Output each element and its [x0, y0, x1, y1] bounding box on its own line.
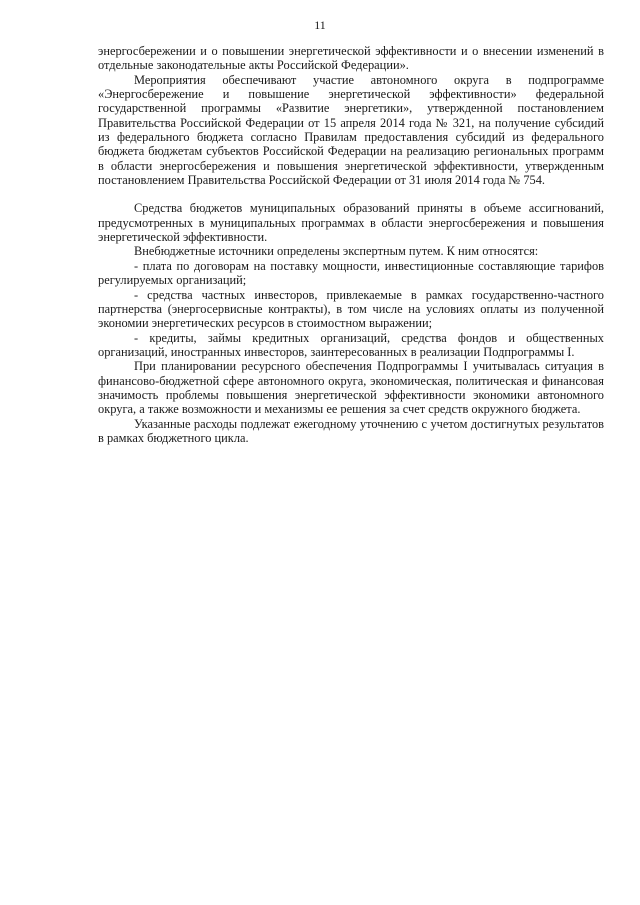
document-body	[98, 44, 604, 445]
page-number: 11	[314, 18, 326, 32]
paragraph-municipal-funds: Средства бюджетов муниципальных образований приняты в объеме ассигнований, предусмотренных в муниципальных программах в области энергосбережения и повышения энергетической эффективности.	[98, 201, 604, 245]
list-item-capacity-fees: - плата по договорам на поставку мощности, инвестиционные составляющие тарифов регулируемых организаций;	[98, 258, 604, 288]
list-item-loans: - кредиты, займы кредитных организаций, средства фондов и общественных организаций, иностранных инвесторов, заинтересованных в реализации Подпрограммы I.	[98, 330, 604, 359]
paragraph-continuation: энергосбережении и о повышении энергетической эффективности и о внесении изменений в отдельные законодательные акты Российской Федерации».	[98, 44, 604, 73]
paragraph-resource-planning: При планировании ресурсного обеспечения Подпрограммы I учитывалась ситуация в финансово-бюджетной сфере автономного округа, экономическая, политическая и финансовая значимость проблемы повышения энергетической эффективности экономики автономного округа, а также возможности и механизмы ее решения за счет средств окружного бюджета.	[98, 359, 604, 417]
paragraph-extrabudgetary-sources: Внебюджетные источники определены экспертным путем. К ним относятся:	[134, 244, 539, 259]
paragraph-activities: Мероприятия обеспечивают участие автономного округа в подпрограмме «Энергосбережение и повышение энергетической эффективности» федеральной государственной программы «Развитие энергетики», утвержденной постановлением Правительства Российской Федерации от 15 апреля 2014 года № 321, на получение субсидий из федерального бюджета согласно Правилам предоставления субсидий из федерального бюджета бюджетам субъектов Российской Федерации на реализацию региональных программ в области энергосбережения и повышения энергетической эффективности, утвержденным постановлением Правительства Российской Федерации от 31 июля 2014 года № 754.	[98, 72, 604, 188]
list-item-private-investors: - средства частных инвесторов, привлекаемые в рамках государственно-частного партнерства (энергосервисные контракты), в том числе на условиях оплаты из полученной экономии энергетических ресурсов в стоимостном выражении;	[98, 287, 604, 331]
paragraph-annual-adjustment: Указанные расходы подлежат ежегодному уточнению с учетом достигнутых результатов в рамках бюджетного цикла.	[98, 416, 604, 445]
